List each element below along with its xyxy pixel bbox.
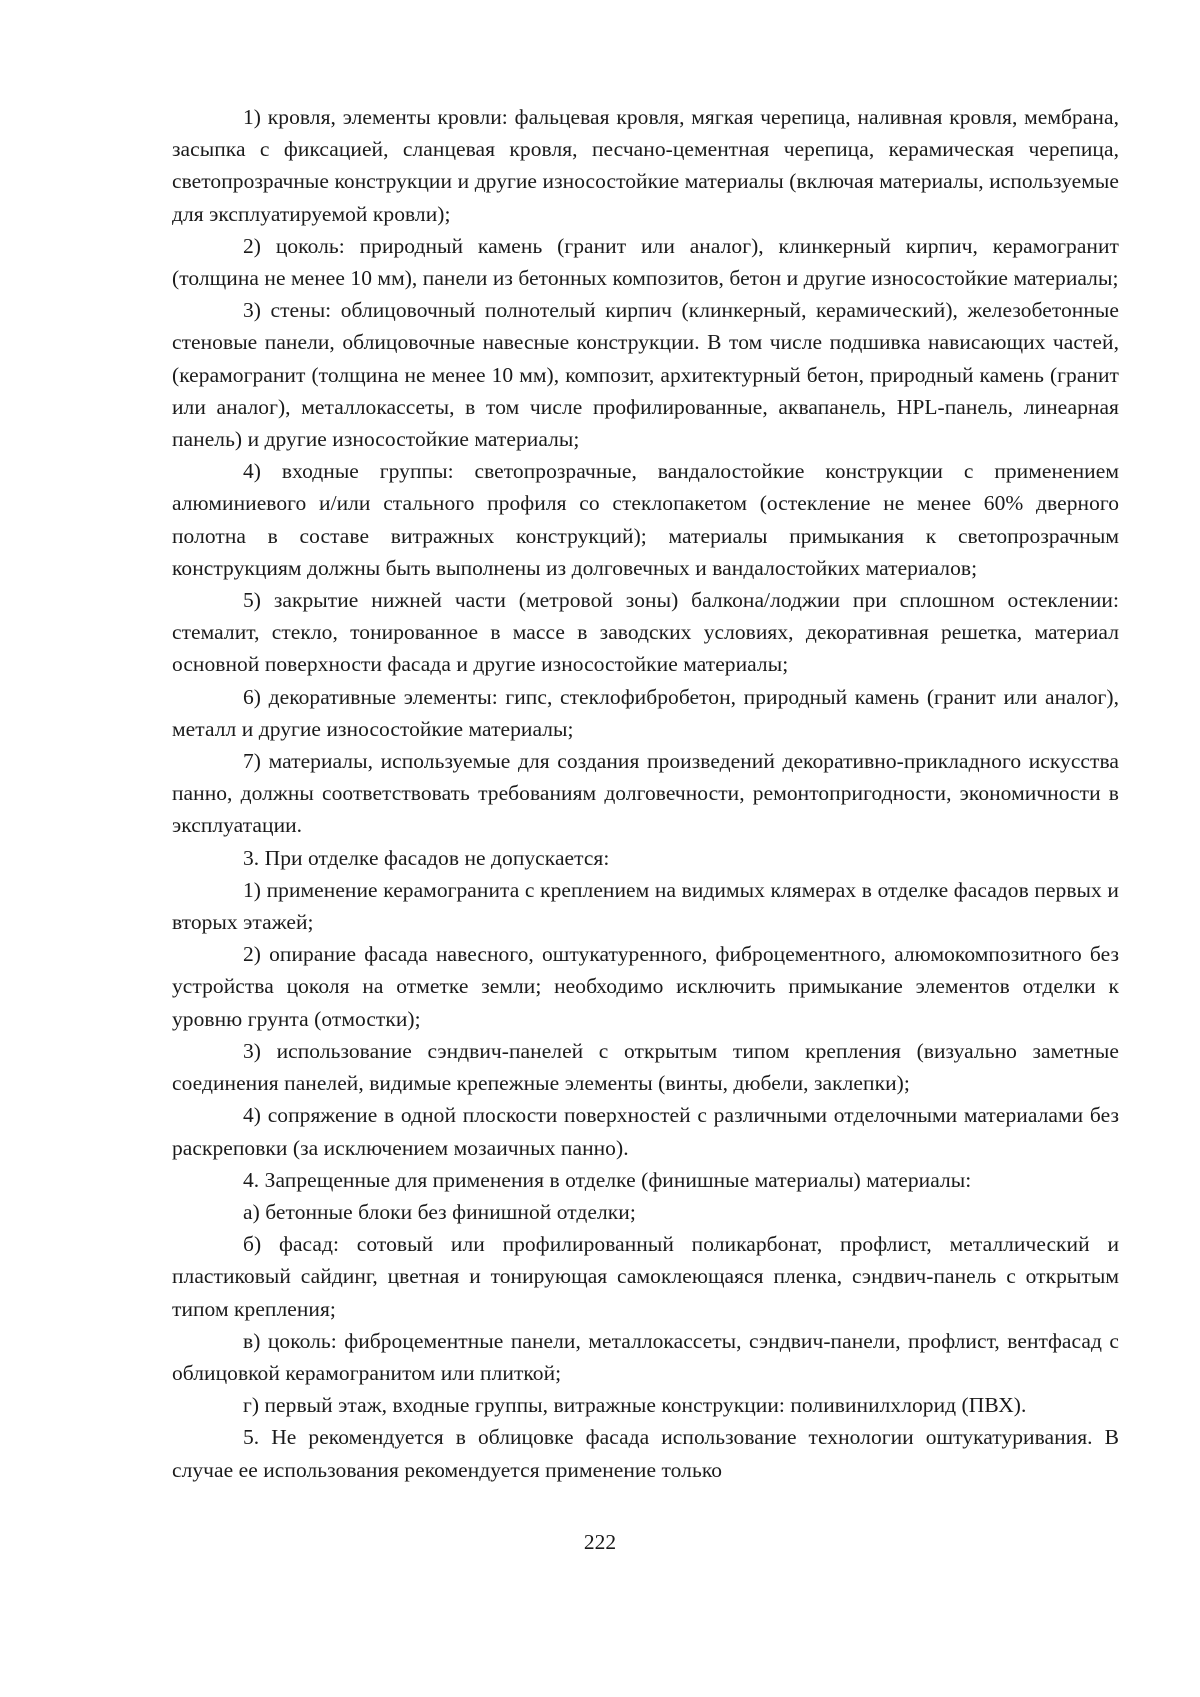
paragraph-decorative-art-materials: 7) материалы, используемые для создания произведений декоративно-прикладного искусства панно, должны соответствовать требованиям долговечности, ремонтопригодности, экономичности в эксплуатации. (172, 749, 1119, 838)
paragraph-roofing: 1) кровля, элементы кровли: фальцевая кровля, мягкая черепица, наливная кровля, мембрана, засыпка с фиксацией, сланцевая кровля, песчано-цементная черепица, керамическая черепица, светопрозрачные конструкции и другие износостойкие материалы (включая материалы, используемые для эксплуатируемой кровли); (172, 105, 1119, 226)
paragraph-entrance-groups: 4) входные группы: светопрозрачные, вандалостойкие конструкции с применением алюминиевого и/или стального профиля со стеклопакетом (остекление не менее 60% дверного полотна в составе витражных конструкций); материалы примыкания к светопрозрачным конструкциям должны быть выполнены из долговечных и вандалостойких материалов; (172, 459, 1119, 580)
paragraph-concrete-blocks: а) бетонные блоки без финишной отделки; (243, 1199, 636, 1224)
paragraph-plinth: 2) цоколь: природный камень (гранит или аналог), клинкерный кирпич, керамогранит (толщина не менее 10 мм), панели из бетонных композитов, бетон и другие износостойкие материалы; (172, 233, 1119, 291)
paragraph-walls: 3) стены: облицовочный полнотелый кирпич (клинкерный, керамический), железобетонные стеновые панели, облицовочные навесные конструкции. В том числе подшивка нависающих частей, (керамогранит (толщина не менее 10 мм), композит, архитектурный бетон, природный камень (гранит или аналог), металлокассеты, в том числе профилированные, аквапанель, HPL-панель, линеарная панель) и другие износостойкие материалы; (172, 298, 1119, 452)
paragraph-sandwich-panels: 3) использование сэндвич-панелей с открытым типом крепления (визуально заметные соединения панелей, видимые крепежные элементы (винты, дюбели, заклепки); (172, 1038, 1119, 1096)
paragraph-facade-prohibited: б) фасад: сотовый или профилированный поликарбонат, профлист, металлический и пластиковый сайдинг, цветная и тонирующая самоклеющаяся пленка, сэндвич-панель с открытым типом крепления; (172, 1232, 1119, 1321)
paragraph-balcony-closure: 5) закрытие нижней части (метровой зоны) балкона/лоджии при сплошном остеклении: стемалит, стекло, тонированное в массе в заводских условиях, декоративная решетка, материал основной поверхности фасада и другие износостойкие материалы; (172, 588, 1119, 677)
page-number: 222 (583, 1530, 617, 1554)
paragraph-surface-joining: 4) сопряжение в одной плоскости поверхностей с различными отделочными материалами без раскреповки (за исключением мозаичных панно). (172, 1103, 1119, 1160)
paragraph-porcelain-clamps: 1) применение керамогранита с креплением на видимых клямерах в отделке фасадов первых и вторых этажей; (172, 877, 1119, 935)
section-heading-not-allowed: 3. При отделке фасадов не допускается: (243, 845, 610, 870)
paragraph-plinth-prohibited: в) цоколь: фиброцементные панели, металлокассеты, сэндвич-панели, профлист, вентфасад с облицовкой керамогранитом или плиткой; (172, 1328, 1119, 1385)
paragraph-first-floor-prohibited: г) первый этаж, входные группы, витражные конструкции: поливинилхлорид (ПВХ). (243, 1393, 1027, 1418)
section-heading-prohibited-materials: 4. Запрещенные для применения в отделке (финишные материалы) материалы: (243, 1167, 972, 1192)
paragraph-plastering-recommendation: 5. Не рекомендуется в облицовке фасада использование технологии оштукатуривания. В случае ее использования рекомендуется применение только (172, 1425, 1119, 1482)
paragraph-decorative-elements: 6) декоративные элементы: гипс, стеклофибробетон, природный камень (гранит или аналог), металл и другие износостойкие материалы; (172, 684, 1119, 741)
document-body (172, 101, 1119, 1486)
paragraph-facade-support: 2) опирание фасада навесного, оштукатуренного, фиброцементного, алюмокомпозитного без устройства цоколя на отметке земли; необходимо исключить примыкание элементов отделки к уровню грунта (отмостки); (172, 942, 1119, 1031)
